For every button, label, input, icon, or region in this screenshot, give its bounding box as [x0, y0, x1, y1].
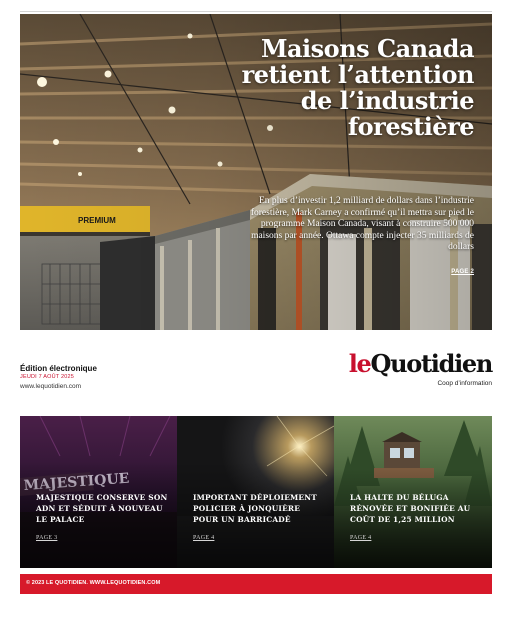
- hero-page-link[interactable]: PAGE 2: [451, 269, 474, 275]
- teaser-card[interactable]: [334, 416, 492, 568]
- website-link[interactable]: www.lequotidien.com: [20, 383, 82, 390]
- logo-quotidien: Quotidien: [370, 349, 492, 378]
- teaser-photo-theatre: [20, 416, 177, 568]
- teaser-page-link[interactable]: PAGE 4: [350, 535, 372, 541]
- teaser-photo-night-street: [177, 416, 334, 568]
- logo-le: le: [348, 349, 371, 378]
- teaser-card[interactable]: [20, 416, 177, 568]
- edition-date: JEUDI 7 AOÛT 2025: [20, 374, 75, 380]
- teaser-headline[interactable]: MAJESTIQUE CONSERVE SON ADN ET SÉDUIT À NOUVEAU LE PALACE: [36, 493, 168, 524]
- footer-bar: [20, 574, 492, 594]
- hero-story[interactable]: [20, 14, 492, 330]
- teaser-photo-cabin: [334, 416, 492, 568]
- teaser-page-link[interactable]: PAGE 4: [193, 535, 215, 541]
- teaser-headline[interactable]: LA HALTE DU BÉLUGA RÉNOVÉE ET BONIFIÉE AU COÛT DE 1,25 MILLION: [350, 493, 471, 524]
- footer-copyright: © 2023 LE QUOTIDIEN. WWW.LEQUOTIDIEN.COM: [26, 580, 161, 586]
- teaser-headline[interactable]: IMPORTANT DÉPLOIEMENT POLICIER À JONQUIÈRE POUR UN BARRICADÉ: [193, 493, 317, 524]
- coop-label: Coop d’information: [437, 380, 492, 387]
- teaser-card[interactable]: [177, 416, 334, 568]
- edition-title: Édition électronique: [20, 364, 97, 373]
- logo-wordmark: [349, 349, 492, 379]
- hero-headline[interactable]: Maisons Canada retient l’attention de l’industrie forestière: [241, 34, 474, 141]
- teaser-row: [20, 416, 492, 568]
- edition-info: [20, 364, 97, 391]
- newspaper-logo[interactable]: [349, 349, 492, 387]
- top-rule: [20, 11, 492, 12]
- teaser-page-link[interactable]: PAGE 3: [36, 535, 58, 541]
- hero-summary: En plus d’investir 1,2 milliard de dollars dans l’industrie forestière, Mark Carney a confirmé qu’il mettra sur pied le programme Maison Canada, visant à construire 500 000 maisons par année. Ottawa compte injecter 35 milliards de dollars: [250, 196, 474, 253]
